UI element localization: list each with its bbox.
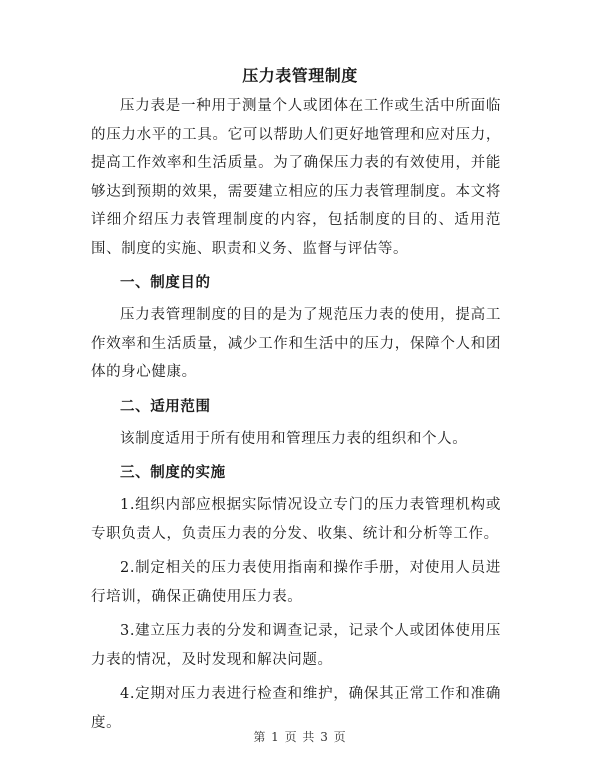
implementation-item-1: 1.组织内部应根据实际情况设立专门的压力表管理机构或专职负责人，负责压力表的分发、收集、统计和分析等工作。: [91, 497, 501, 542]
implementation-item-4: 4.定期对压力表进行检查和维护，确保其正常工作和准确度。: [91, 686, 501, 731]
intro-paragraph: 压力表是一种用于测量个人或团体在工作或生活中所面临的压力水平的工具。它可以帮助人们更好地管理和应对压力，提高工作效率和生活质量。为了确保压力表的有效使用，并能够达到预期的效果，需要建立相应的压力表管理制度。本文将详细介绍压力表管理制度的内容，包括制度的目的、适用范围、制度的实施、职责和义务、监督与评估等。: [91, 98, 501, 257]
implementation-item-2: 2.制定相关的压力表使用指南和操作手册，对使用人员进行培训，确保正确使用压力表。: [91, 560, 501, 605]
section-heading-purpose: 一、制度目的: [120, 275, 211, 291]
document-body: [91, 92, 501, 743]
section-heading-implementation: 三、制度的实施: [120, 465, 226, 481]
section-heading-scope: 二、适用范围: [120, 398, 211, 415]
implementation-item-3: 3.建立压力表的分发和调查记录，记录个人或团体使用压力表的情况，及时发现和解决问题。: [91, 623, 501, 668]
purpose-paragraph: 压力表管理制度的目的是为了规范压力表的使用，提高工作效率和生活质量，减少工作和生活中的压力，保障个人和团体的身心健康。: [91, 307, 501, 380]
document-title: 压力表管理制度: [242, 66, 358, 85]
scope-paragraph: 该制度适用于所有使用和管理压力表的组织和个人。: [120, 430, 468, 447]
page-footer: 第 1 页 共 3 页: [253, 730, 347, 744]
